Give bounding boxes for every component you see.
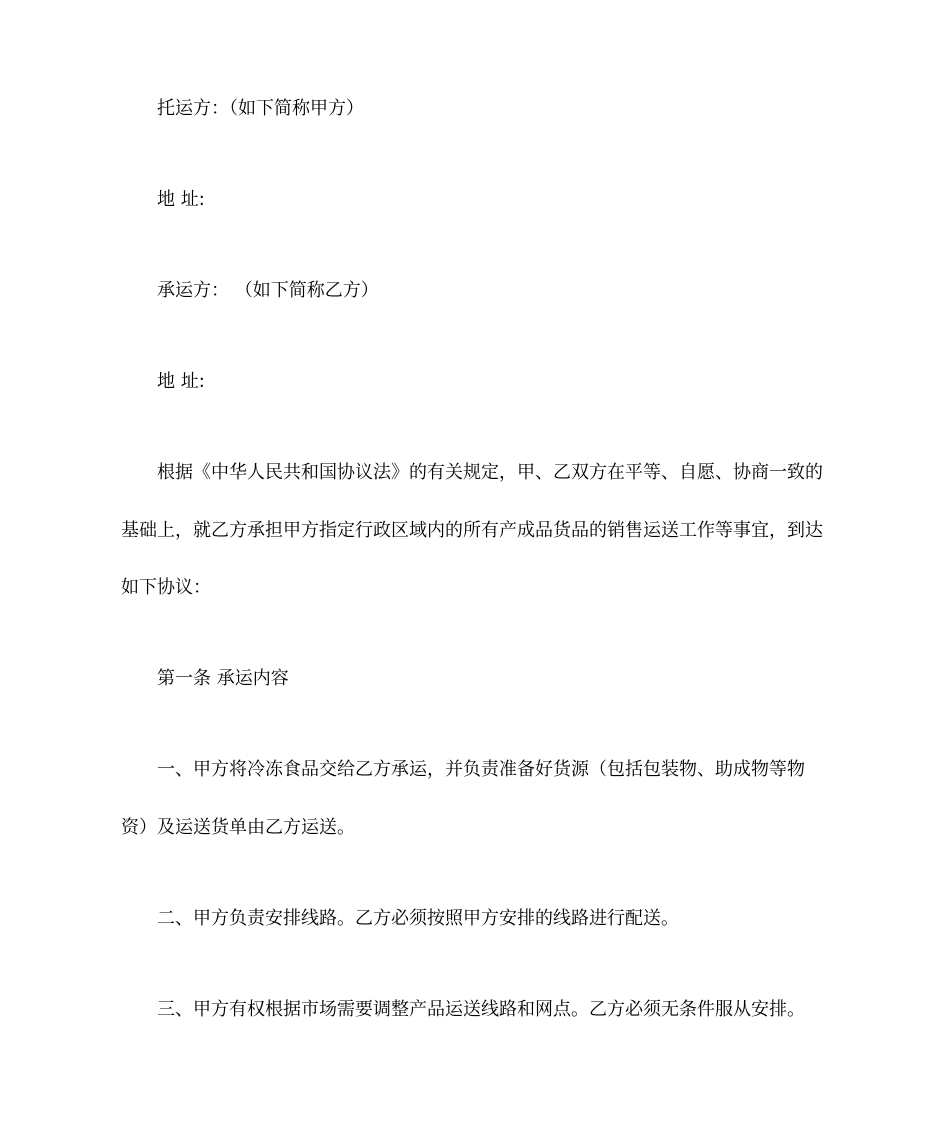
- carrier-label: 承运方： （如下简称乙方）: [157, 280, 379, 301]
- preamble-line-1: 根据《中华人民共和国协议法》的有关规定，甲、乙双方在平等、自愿、协商一致的: [157, 462, 823, 483]
- carrier-address-label: 地 址:: [157, 371, 205, 392]
- shipper-address-label: 地 址:: [157, 189, 205, 210]
- article-1-title: 第一条 承运内容: [157, 668, 289, 689]
- shipper-label: 托运方：（如下简称甲方）: [157, 98, 364, 119]
- preamble-line-2: 基础上，就乙方承担甲方指定行政区域内的所有产成品货品的销售运送工作等事宜，到达: [121, 520, 823, 541]
- clause-1-line-1: 一、甲方将冷冻食品交给乙方承运，并负责准备好货源（包括包装物、助成物等物: [157, 759, 805, 780]
- clause-2: 二、甲方负责安排线路。乙方必须按照甲方安排的线路进行配送。: [157, 908, 679, 929]
- clause-1-line-2: 资）及运送货单由乙方运送。: [121, 817, 355, 838]
- preamble-line-3: 如下协议：: [121, 577, 211, 598]
- clause-3: 三、甲方有权根据市场需要调整产品运送线路和网点。乙方必须无条件服从安排。: [157, 999, 805, 1020]
